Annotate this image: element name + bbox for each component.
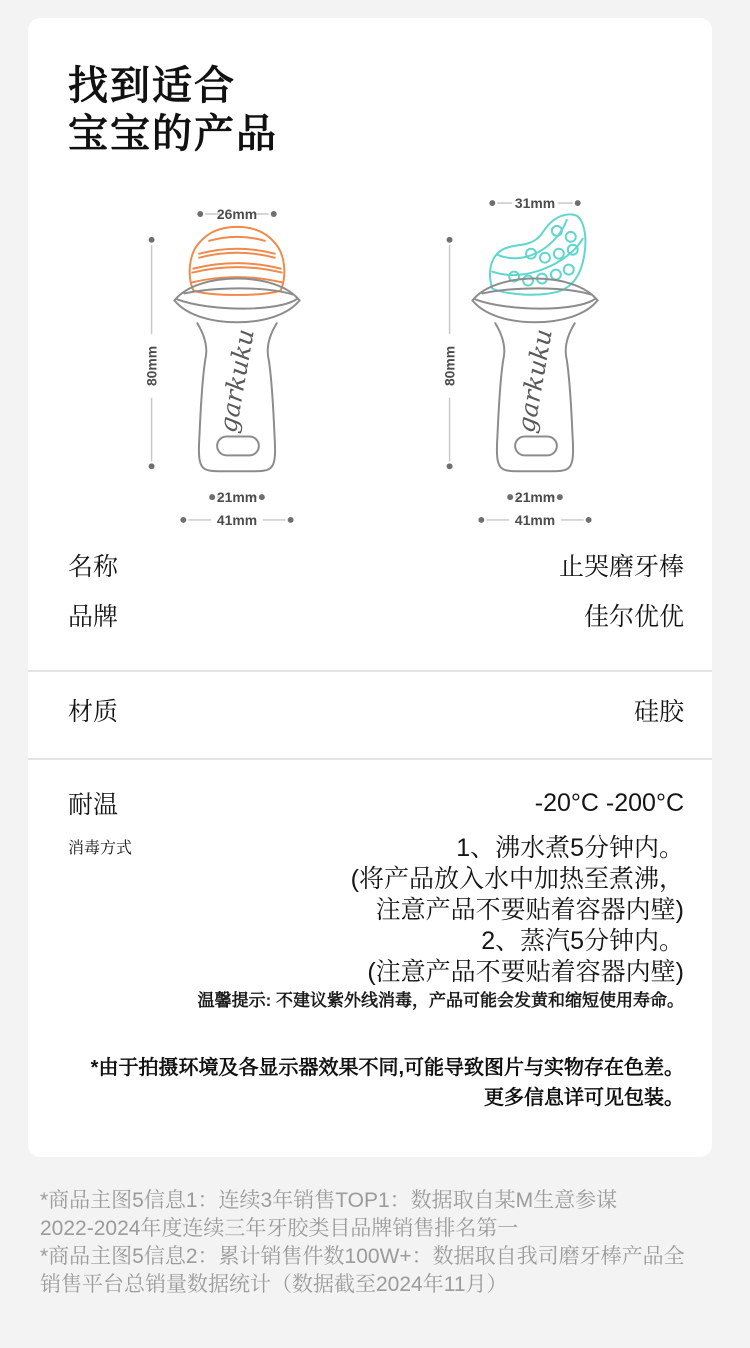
sterilization-line: (将产品放入水中加热至煮沸， bbox=[350, 865, 684, 893]
spec-label-name: 名称 bbox=[68, 553, 119, 581]
disclaimer-line-1: *由于拍摄环境及各显示器效果不同,可能导致图片与实物存在色差。 bbox=[90, 1057, 684, 1079]
product-diagram-left bbox=[88, 186, 386, 536]
sterilization-line: 注意产品不要贴着容器内壁) bbox=[375, 896, 684, 924]
dim-label-height: 80mm bbox=[441, 345, 458, 387]
sterilization-instructions bbox=[198, 833, 684, 1013]
brand-script-logo: garkuku bbox=[213, 326, 260, 435]
spec-row-temperature bbox=[68, 778, 684, 828]
dimension-dots bbox=[447, 200, 592, 523]
spec-value-name: 止哭磨牙棒 bbox=[558, 553, 684, 581]
sterilization-line: (注意产品不要贴着容器内壁) bbox=[367, 958, 684, 986]
spec-label-material: 材质 bbox=[68, 698, 119, 726]
product-diagram-right bbox=[386, 186, 684, 536]
spec-row-name bbox=[68, 540, 684, 590]
page-title bbox=[68, 62, 684, 158]
footer-legal-notes bbox=[0, 1157, 750, 1299]
title-line-1: 找到适合 bbox=[68, 64, 236, 108]
title-line-2: 宝宝的产品 bbox=[68, 112, 278, 156]
spec-row-brand bbox=[68, 590, 684, 640]
dim-label-slot-width: 21mm bbox=[216, 489, 258, 506]
spec-table bbox=[68, 540, 684, 1013]
footer-note-line: 销售平台总销量数据统计（数据截至2024年11月） bbox=[40, 1273, 508, 1296]
spec-label-sterilization: 消毒方式 bbox=[68, 840, 133, 857]
dim-label-top-width: 26mm bbox=[216, 205, 258, 222]
dim-label-height: 80mm bbox=[143, 345, 160, 387]
page-background bbox=[0, 18, 750, 1348]
spec-value-temperature: -20°C -200°C bbox=[534, 788, 684, 817]
divider bbox=[28, 758, 712, 760]
beehive-teether-shape bbox=[190, 227, 285, 295]
spec-value-material: 硅胶 bbox=[633, 698, 684, 726]
sterilization-line: 2、蒸汽5分钟内。 bbox=[481, 927, 684, 955]
spec-row-material bbox=[68, 685, 684, 735]
product-dimension-diagrams bbox=[68, 186, 684, 536]
divider bbox=[28, 670, 712, 672]
footer-note-line: *商品主图5信息2：累计销售件数100W+：数据取自我司磨牙棒产品全 bbox=[40, 1245, 685, 1268]
spec-label-temperature: 耐温 bbox=[68, 791, 119, 819]
dim-label-base-width: 41mm bbox=[514, 511, 556, 528]
dimension-lines bbox=[152, 214, 286, 520]
sterilization-line: 1、沸水煮5分钟内。 bbox=[456, 834, 684, 862]
dim-label-slot-width: 21mm bbox=[514, 489, 556, 506]
sterilization-tip: 温馨提示: 不建议紫外线消毒，产品可能会发黄和缩短使用寿命。 bbox=[197, 991, 684, 1010]
footer-note-line: 2022-2024年度连续三年牙胶类目品牌销售排名第一 bbox=[40, 1217, 519, 1240]
product-info-card bbox=[28, 18, 712, 1157]
spec-value-brand: 佳尔优优 bbox=[583, 603, 684, 631]
disclaimer-line-2: 更多信息详可见包装。 bbox=[484, 1087, 684, 1109]
dim-label-top-width: 31mm bbox=[514, 195, 556, 212]
spec-row-sterilization bbox=[68, 833, 684, 1013]
spec-label-brand: 品牌 bbox=[68, 603, 119, 631]
dim-label-base-width: 41mm bbox=[216, 511, 258, 528]
footer-note-line: *商品主图5信息1：连续3年销售TOP1：数据取自某M生意参谋 bbox=[40, 1189, 618, 1212]
brand-script-logo: garkuku bbox=[511, 326, 558, 435]
color-difference-disclaimer bbox=[68, 1053, 684, 1113]
